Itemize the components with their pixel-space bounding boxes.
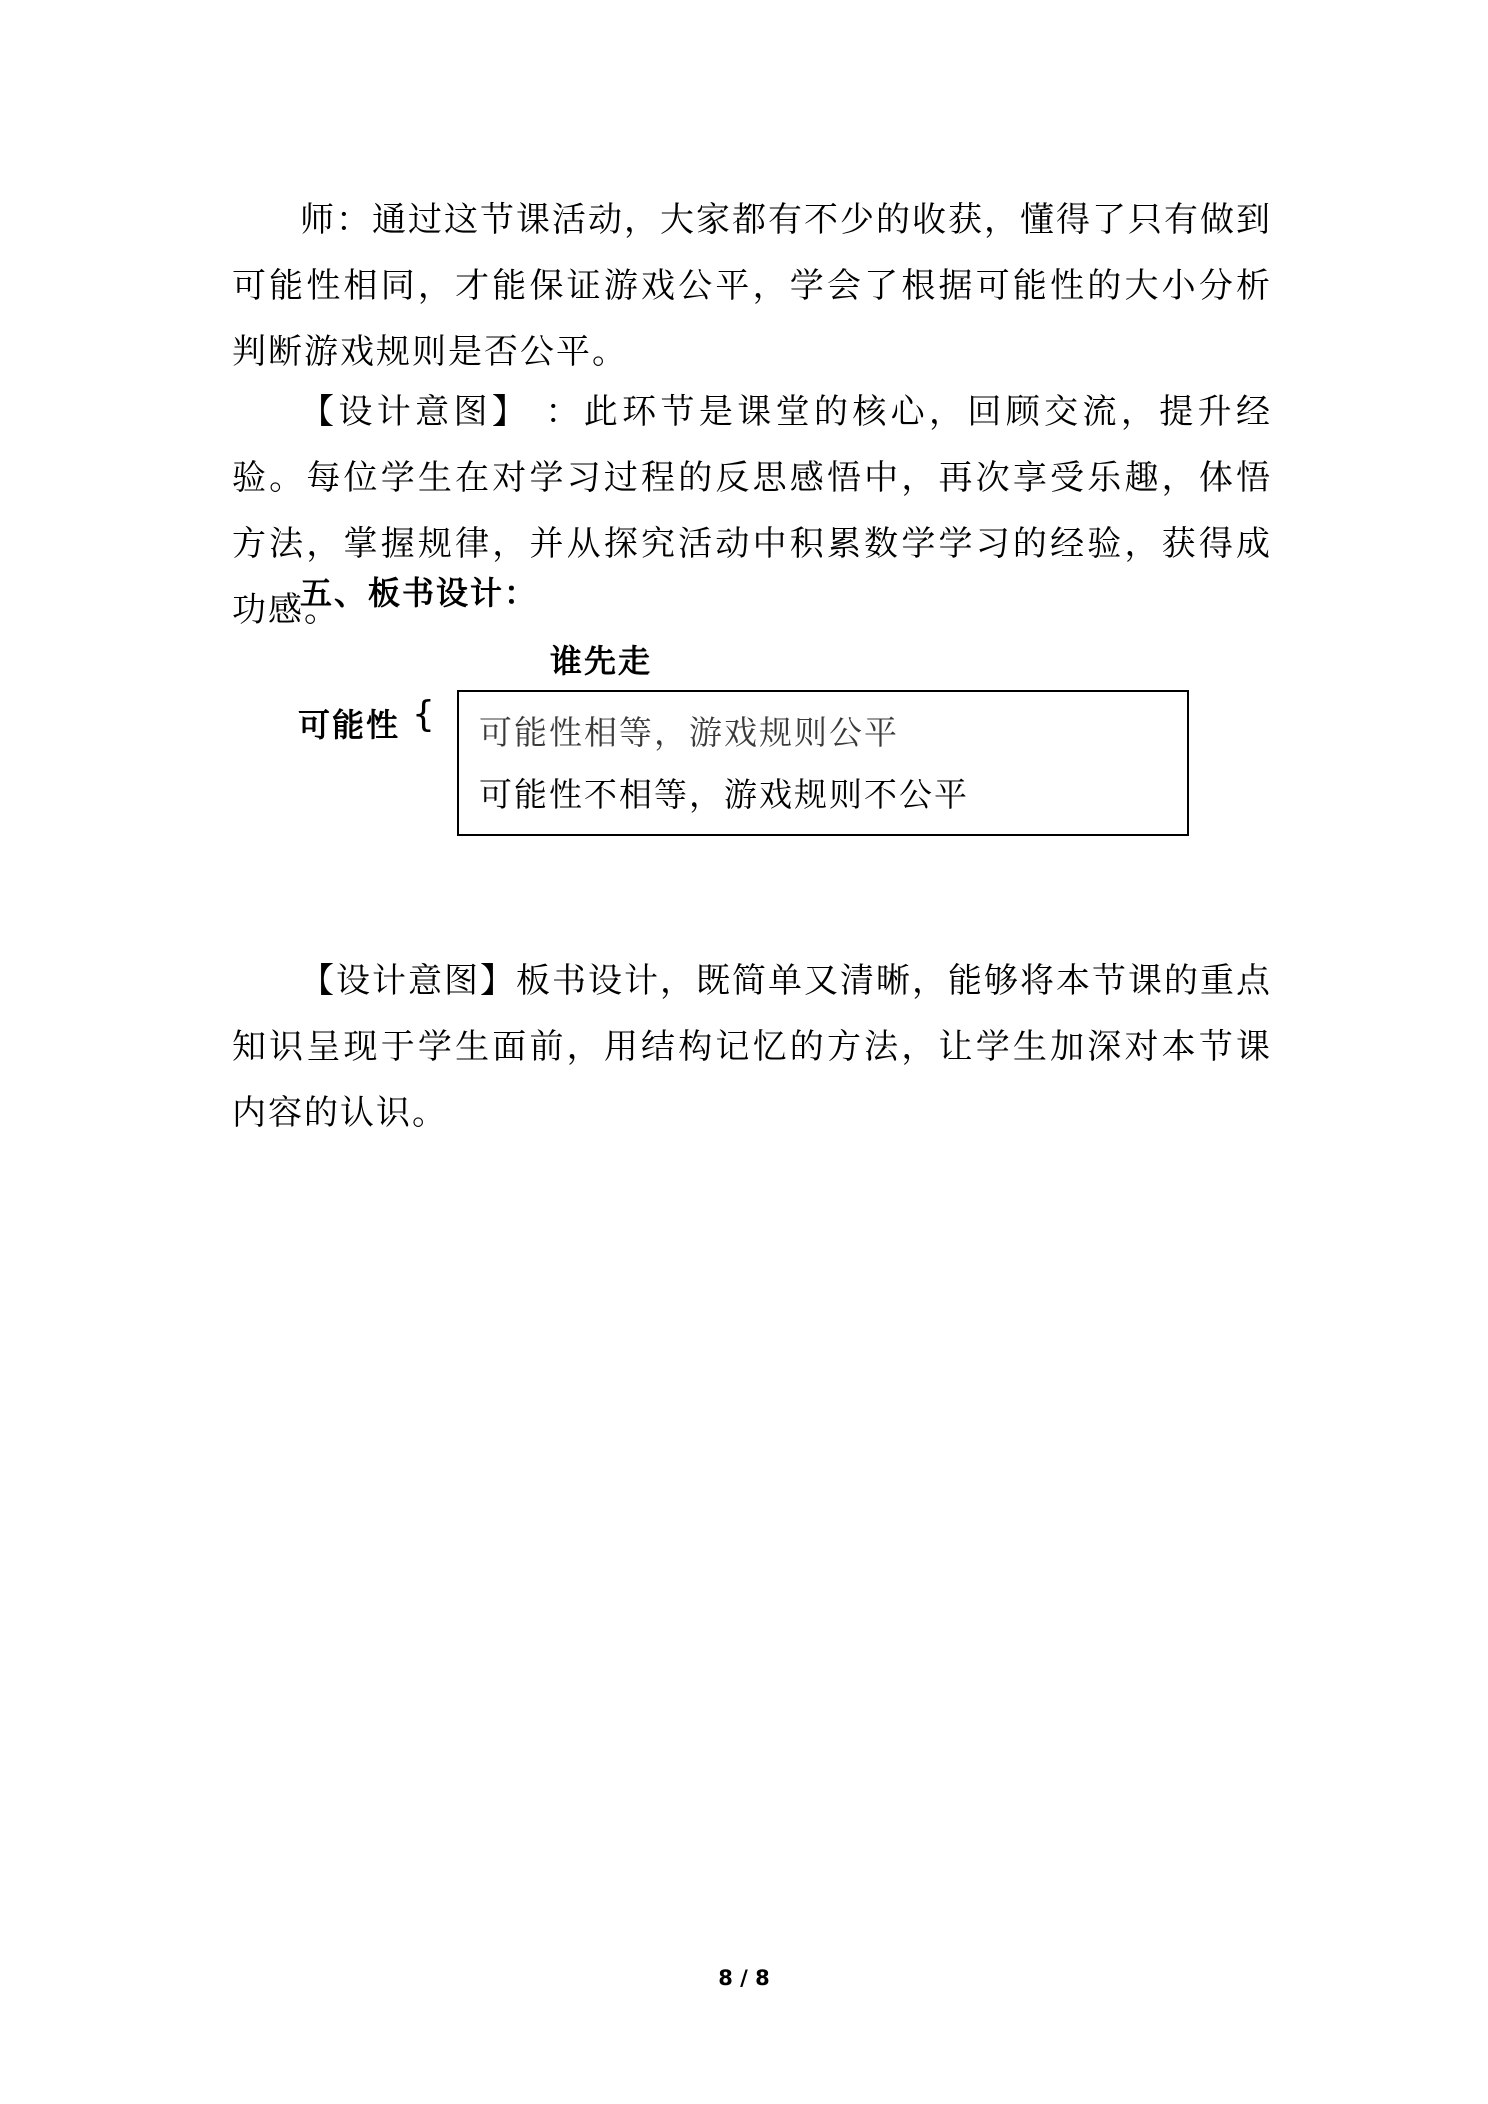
teacher-summary-paragraph: 师：通过这节课活动，大家都有不少的收获，懂得了只有做到可能性相同，才能保证游戏公平，学会了根据可能性的大小分析判断游戏规则是否公平。 [232,200,1272,372]
board-line-equal: 可能性相等，游戏规则公平 [479,713,899,752]
design-intent-paragraph-2: 【设计意图】板书设计，既简单又清晰，能够将本节课的重点知识呈现于学生面前，用结构记忆的方法，让学生加深对本节课内容的认识。 [232,961,1272,1133]
section-heading-board-design: 五、板书设计： [300,574,539,612]
design-intent-paragraph-1: 【设计意图】 ：此环节是课堂的核心，回顾交流，提升经验。每位学生在对学习过程的反思感悟中，再次享受乐趣，体悟方法，掌握规律，并从探究活动中积累数学学习的经验，获得成功感。 [232,392,1272,630]
board-title: 谁先走 [550,642,653,680]
board-line-unequal: 可能性不相等，游戏规则不公平 [479,775,969,814]
board-label: 可能性 [298,706,401,744]
board-box [457,690,1189,836]
board-brace: { [412,694,435,735]
page-number: 8 / 8 [718,1966,770,1990]
